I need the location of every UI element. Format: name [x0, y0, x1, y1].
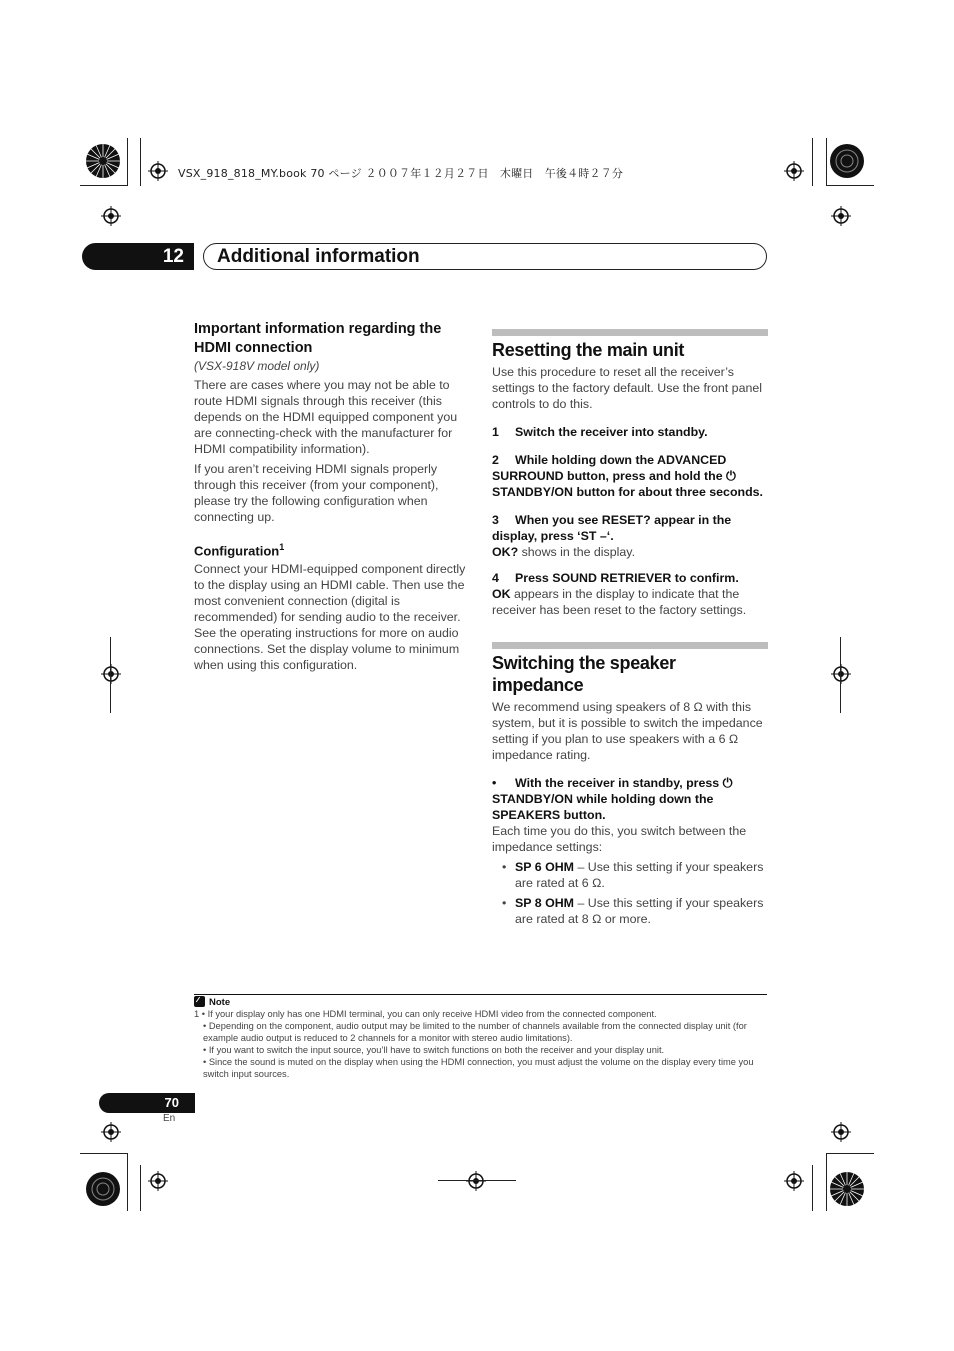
hdmi-paragraph-2: If you aren’t receiving HDMI signals properly through this receiver (from your component), please try the following configuration when connecting up. — [194, 462, 439, 524]
crop-rosette-top-left — [85, 143, 121, 179]
left-column — [194, 320, 472, 677]
note-pencil-icon — [194, 996, 205, 1007]
crop-rosette-bottom-right — [829, 1171, 865, 1207]
section-rule — [492, 642, 768, 649]
list-item: • SP 6 OHM – Use this setting if your speakers are rated at 6 Ω. — [502, 860, 764, 890]
crop-line — [438, 1180, 516, 1181]
model-note: (VSX-918V model only) — [194, 359, 320, 373]
impedance-intro: We recommend using speakers of 8 Ω with this system, but it is possible to switch the impedance setting if you plan to use speakers with a 6 Ω impedance rating. — [492, 700, 763, 762]
registration-mark-icon — [831, 206, 851, 226]
crop-line — [812, 138, 813, 186]
registration-mark-icon — [101, 664, 121, 684]
impedance-step: • With the receiver in standby, press ⏻ STANDBY/ON while holding down the SPEAKERS button. — [492, 776, 733, 822]
footnote-line: • If you want to switch the input source, you’ll have to switch functions on both the receiver and your display unit. — [203, 1045, 665, 1055]
registration-mark-icon — [784, 1171, 804, 1191]
registration-mark-icon — [466, 1171, 486, 1191]
configuration-heading: Configuration$^1$ — [194, 542, 285, 559]
crop-line — [110, 637, 111, 713]
section-rule — [492, 329, 768, 336]
crop-line — [826, 1153, 827, 1211]
impedance-options — [492, 859, 768, 927]
crop-line — [812, 1165, 813, 1211]
crop-line — [140, 138, 141, 186]
list-item: • SP 8 OHM – Use this setting if your speakers are rated at 8 Ω or more. — [502, 896, 764, 926]
crop-line — [80, 185, 127, 186]
hdmi-paragraph-1: There are cases where you may not be able to route HDMI signals through this receiver (this depends on the HDMI equipped component you are connecting-check with the manufacturer for HDMI compatibility information). — [194, 378, 458, 456]
chapter-title-box — [203, 243, 767, 270]
note-rule — [194, 994, 767, 995]
footnote-line: • Depending on the component, audio output may be limited to the number of channels available from the connected display unit (for example audio output is reduced to 2 channels for a monitor with stereo audio limitations). — [203, 1021, 747, 1043]
reset-section-title: Resetting the main unit — [492, 340, 685, 360]
footnote-ref: 1 — [279, 542, 285, 552]
footnote-line: • Since the sound is muted on the display when using the HDMI connection, you must adjust the volume on the display every time you switch input sources. — [203, 1057, 754, 1079]
crop-rosette-bottom-left — [85, 1171, 121, 1207]
crop-line — [127, 1153, 128, 1211]
configuration-paragraph: Connect your HDMI-equipped component directly to the display using an HDMI cable. Then use the most convenient connection (digital is recommended) for sending audio to the receiver. See the operating instructions for more on audio connections. Set the display volume to minimum when using this configuration. — [194, 562, 466, 673]
crop-line — [80, 1153, 127, 1154]
footnotes — [194, 1008, 768, 1080]
reset-step-4: 4 Press SOUND RETRIEVER to confirm. — [492, 571, 739, 585]
impedance-after: Each time you do this, you switch between the impedance settings: — [492, 824, 747, 854]
registration-mark-icon — [148, 1171, 168, 1191]
registration-mark-icon — [148, 161, 168, 181]
right-column — [492, 329, 768, 931]
crop-rosette-top-right — [829, 143, 865, 179]
page-language: En — [163, 1113, 176, 1124]
reset-intro: Use this procedure to reset all the receiver’s settings to the factory default. Use the front panel controls to do this. — [492, 365, 762, 411]
crop-line — [127, 138, 128, 186]
registration-mark-icon — [784, 161, 804, 181]
reset-step-2: 2 While holding down the ADVANCED SURROUND button, press and hold the ⏻ STANDBY/ON button for about three seconds. — [492, 453, 763, 499]
page-number: 70 — [99, 1093, 195, 1113]
registration-mark-icon — [101, 206, 121, 226]
footnote-line: 1 • If your display only has one HDMI terminal, you can only receive HDMI video from the connected component. — [194, 1009, 657, 1019]
note-heading: Note — [194, 996, 230, 1008]
crop-line — [826, 185, 874, 186]
impedance-section-title: Switching the speaker impedance — [492, 653, 676, 695]
chapter-number: 12 — [82, 243, 194, 270]
reset-step-1: 1 Switch the receiver into standby. — [492, 425, 708, 439]
crop-line — [826, 138, 827, 186]
registration-mark-icon — [831, 1122, 851, 1142]
reset-step-4-result: OK appears in the display to indicate that the receiver has been reset to the factory settings. — [492, 587, 747, 617]
hdmi-section-title: Important information regarding the HDMI connection — [194, 321, 442, 356]
reset-step-3: 3 When you see RESET? appear in the display, press ‘ST –‘. — [492, 513, 732, 543]
registration-mark-icon — [831, 664, 851, 684]
crop-line — [840, 637, 841, 713]
reset-step-3-result: OK? shows in the display. — [492, 545, 636, 559]
registration-mark-icon — [101, 1122, 121, 1142]
book-header: VSX_918_818_MY.book 70 ページ ２００７年１２月２７日 木曜日 午後４時２７分 — [178, 167, 624, 180]
crop-line — [826, 1153, 874, 1154]
crop-line — [140, 1165, 141, 1211]
chapter-title: Additional information — [217, 246, 420, 267]
